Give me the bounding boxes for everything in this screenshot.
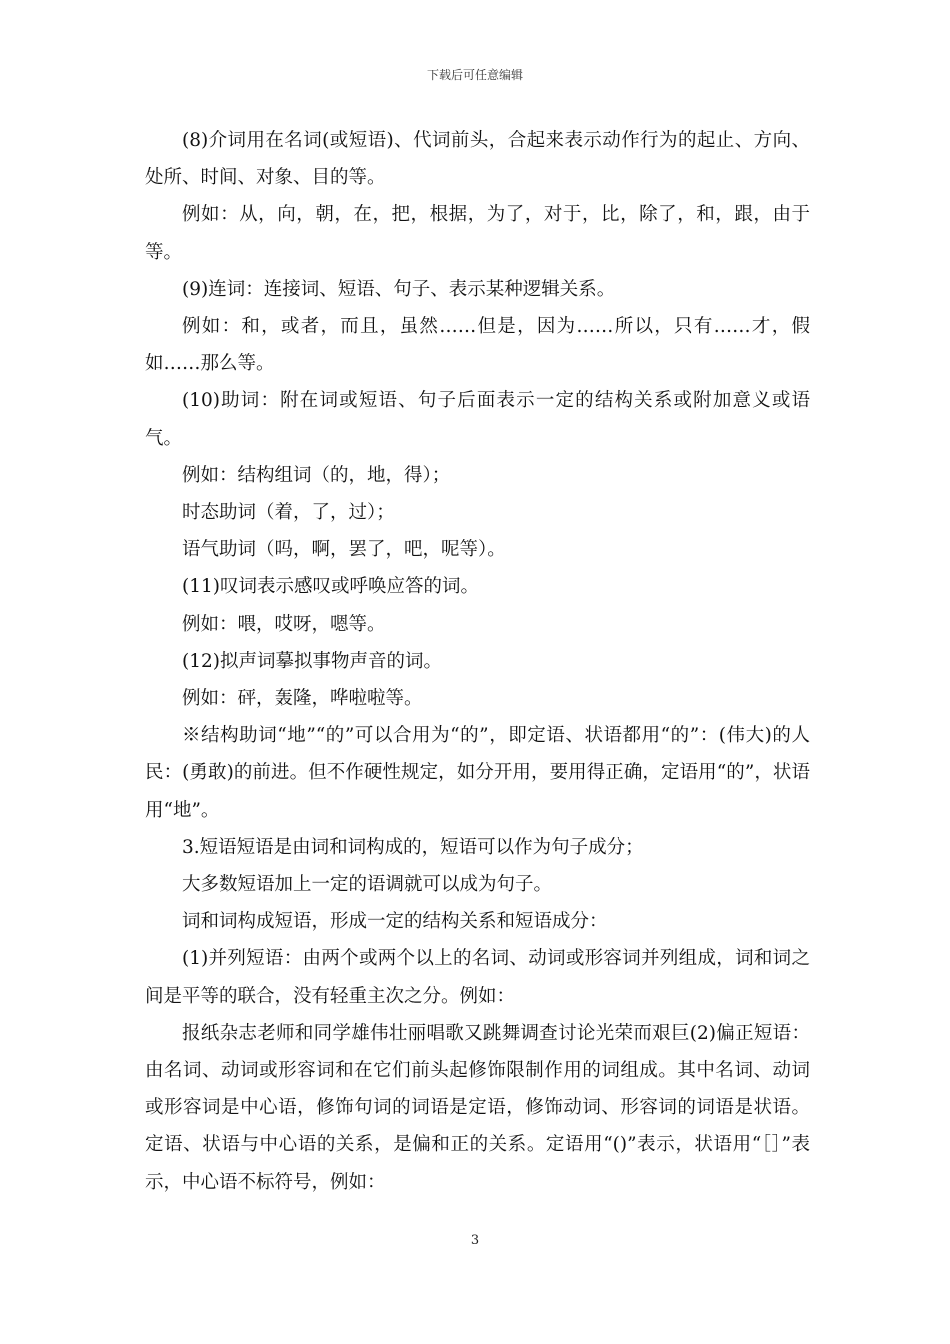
paragraph: 报纸杂志老师和同学雄伟壮丽唱歌又跳舞调查讨论光荣而艰巨(2)偏正短语：由名词、动词或形容词和在它们前头起修饰限制作用的词组成。其中名词、动词或形容词是中心语，修饰句词的词语是定语，修饰动词、形容词的词语是状语。定语、状语与中心语的关系，是偏和正的关系。定语用“()”表示，状语用“［］”表示，中心语不标符号，例如： [145,1022,810,1193]
paragraph: 例如：喂，哎呀，嗯等。 [182,613,386,635]
paragraph: (11)叹词表示感叹或呼唤应答的词。 [182,576,479,598]
paragraph: 词和词构成短语，形成一定的结构关系和短语成分： [182,911,608,933]
paragraph: 3.短语短语是由词和词构成的，短语可以作为句子成分； [182,836,644,858]
paragraph: 时态助词（着，了，过）； [182,502,395,524]
paragraph: 例如：结构组词（的，地，得）； [182,464,451,486]
paragraph: 大多数短语加上一定的语调就可以成为句子。 [182,874,553,896]
paragraph: (10)助词：附在词或短语、句子后面表示一定的结构关系或附加意义或语气。 [145,390,810,449]
paragraph: 例如：从，向，朝，在，把，根据，为了，对于，比，除了，和，跟，由于等。 [145,204,810,263]
document-body [145,122,810,1201]
paragraph: (1)并列短语：由两个或两个以上的名词、动词或形容词并列组成，词和词之间是平等的联合，没有轻重主次之分。例如： [145,948,810,1007]
paragraph: (9)连词：连接词、短语、句子、表示某种逻辑关系。 [182,278,616,300]
paragraph: ※结构助词“地”“的”可以合用为“的”，即定语、状语都用“的”：(伟大)的人民：(勇敢)的前进。但不作硬性规定，如分开用，要用得正确，定语用“的”，状语用“地”。 [145,725,810,821]
page-header: 下载后可任意编辑 [426,68,523,82]
paragraph: (8)介词用在名词(或短语)、代词前头，合起来表示动作行为的起止、方向、处所、时间、对象、目的等。 [145,130,810,189]
paragraph: 例如：和，或者，而且，虽然……但是，因为……所以，只有……才，假如……那么等。 [145,316,810,375]
paragraph: 语气助词（吗，啊，罢了，吧，呢等）。 [182,539,506,561]
page-number: 3 [470,1233,480,1248]
paragraph: (12)拟声词摹拟事物声音的词。 [182,650,442,672]
paragraph: 例如：砰，轰隆，哗啦啦等。 [182,688,423,710]
